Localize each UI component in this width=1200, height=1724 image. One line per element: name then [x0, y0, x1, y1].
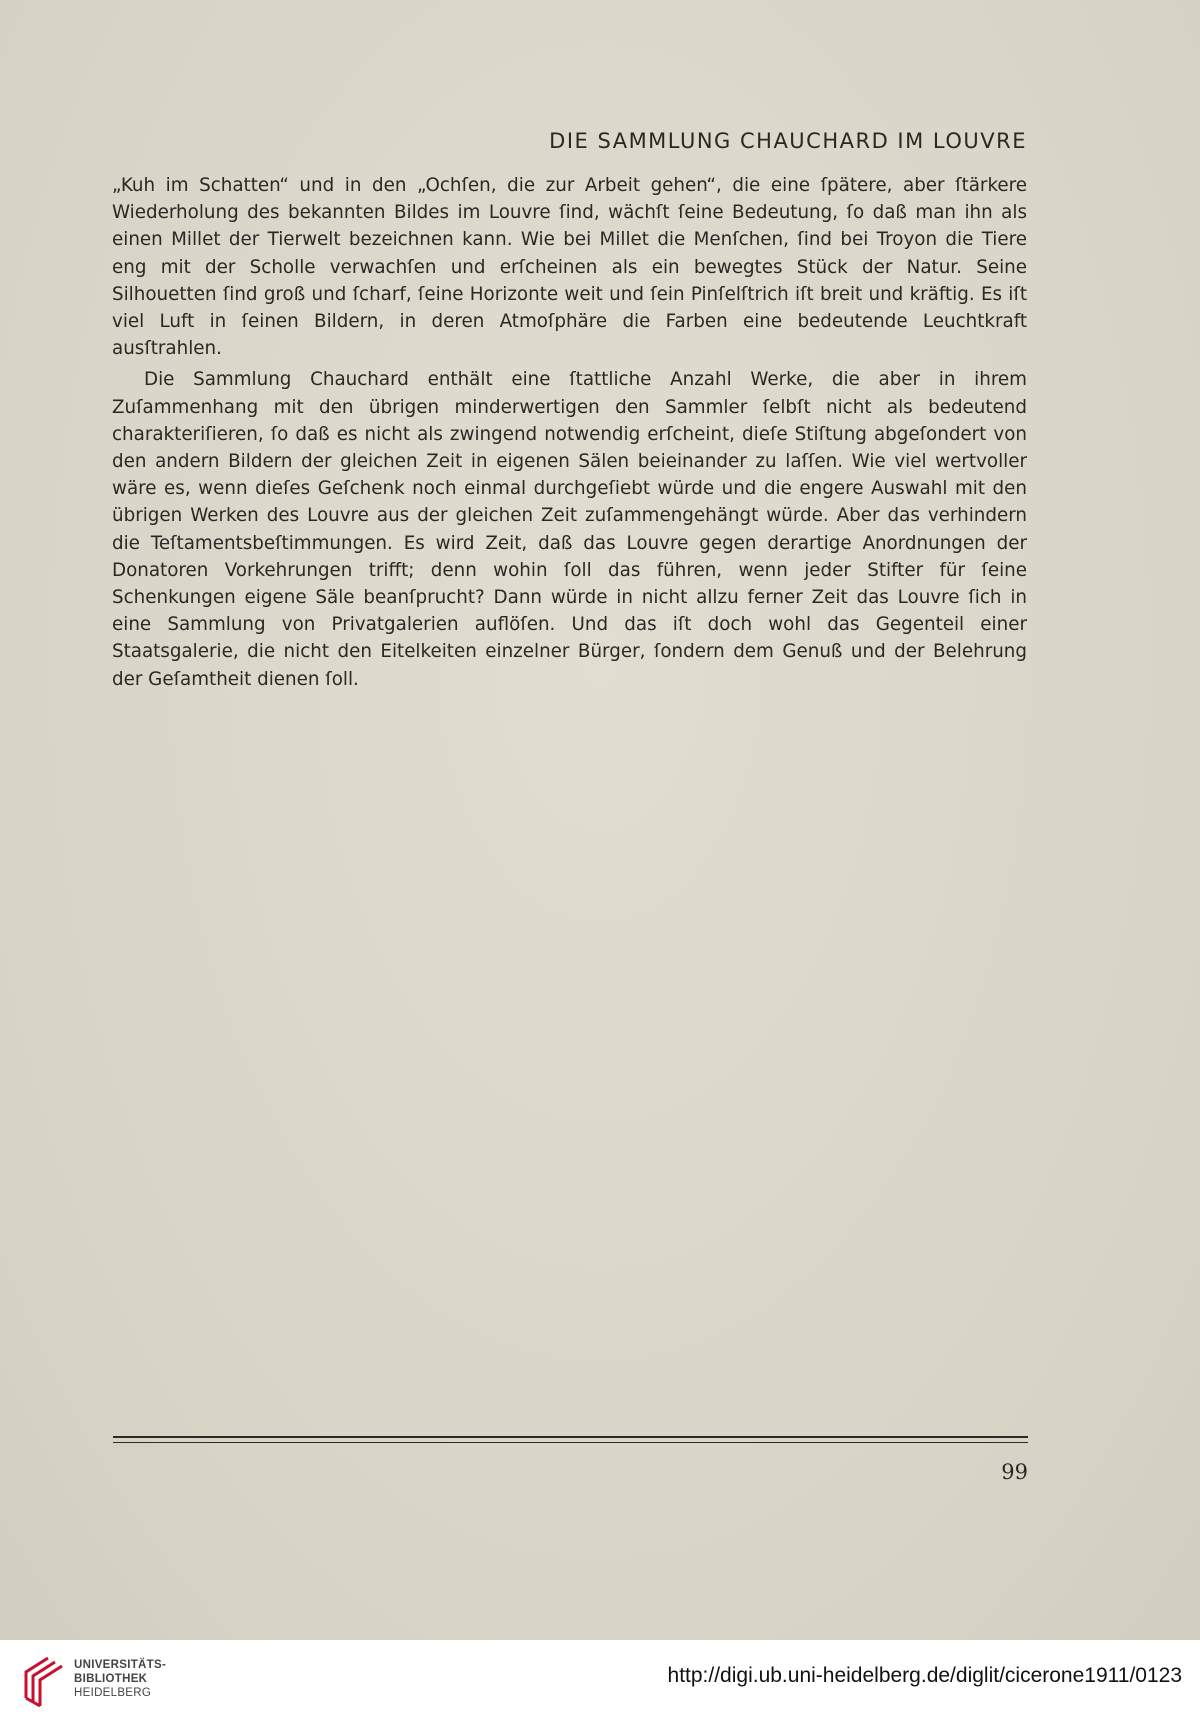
heidelberg-library-logo-icon	[22, 1654, 70, 1710]
library-name-line-1: UNIVERSITÄTS-	[74, 1659, 167, 1671]
paragraph-2: Die Sammlung Chauchard enthält eine ſtattliche Anzahl Werke, die aber in ihrem Zuſammenhang mit den übrigen minderwertigen den Sammler ſelbſt nicht als bedeutend charakteriſieren, ſo daß es nicht als zwingend notwendig erſcheint, dieſe Stiſtung abgeſondert von den andern Bildern der gleichen Zeit in eigenen Sälen beieinander zu laſſen. Wie viel wertvoller wäre es, wenn dieſes Geſchenk noch einmal durchgeſiebt würde und die engere Auswahl mit den übrigen Werken des Louvre aus der gleichen Zeit zuſammengehängt würde. Aber das verhindern die Teſtamentsbeſtimmungen. Es wird Zeit, daß das Louvre gegen derartige Anordnungen der Donatoren Vorkehrungen trifft; denn wohin ſoll das führen, wenn jeder Stifter für ſeine Schenkungen eigene Säle beanſprucht? Dann würde in nicht allzu ferner Zeit das Louvre ſich in eine Sammlung von Privatgalerien auflöſen. Und das iſt doch wohl das Gegenteil einer Staatsgalerie, die nicht den Eitelkeiten einzelner Bürger, ſondern dem Genuß und der Belehrung der Geſamtheit dienen ſoll.	[112, 369, 1027, 690]
page-number: 99	[1001, 1460, 1028, 1484]
source-url-link[interactable]: http://digi.ub.uni-heidelberg.de/diglit/cicerone1911/0123	[667, 1664, 1182, 1687]
library-name	[74, 1658, 166, 1700]
paragraph-1: „Kuh im Schatten“ und in den „Ochſen, die zur Arbeit gehen“, die eine ſpätere, aber ſtärkere Wiederholung des bekannten Bildes im Louvre ſind, wächſt ſeine Bedeutung, ſo daß man ihn als einen Millet der Tierwelt bezeichnen kann. Wie bei Millet die Menſchen, ſind bei Troyon die Tiere eng mit der Scholle verwachſen und erſcheinen als ein bewegtes Stück der Natur. Seine Silhouetten ſind groß und ſcharf, ſeine Horizonte weit und ſein Pinſelſtrich iſt breit und kräftig. Es iſt viel Luft in ſeinen Bildern, in deren Atmoſphäre die Farben eine bedeutende Leuchtkraft ausſtrahlen.	[112, 175, 1027, 360]
digitization-footer	[0, 1640, 1200, 1724]
running-head: DIE SAMMLUNG CHAUCHARD IM LOUVRE	[549, 129, 1027, 153]
footer-rule-thick	[113, 1436, 1028, 1438]
body-text	[112, 172, 1027, 693]
library-name-line-2: BIBLIOTHEK	[74, 1673, 148, 1685]
footer-rule-thin	[113, 1442, 1028, 1443]
library-name-line-3: HEIDELBERG	[74, 1687, 152, 1699]
